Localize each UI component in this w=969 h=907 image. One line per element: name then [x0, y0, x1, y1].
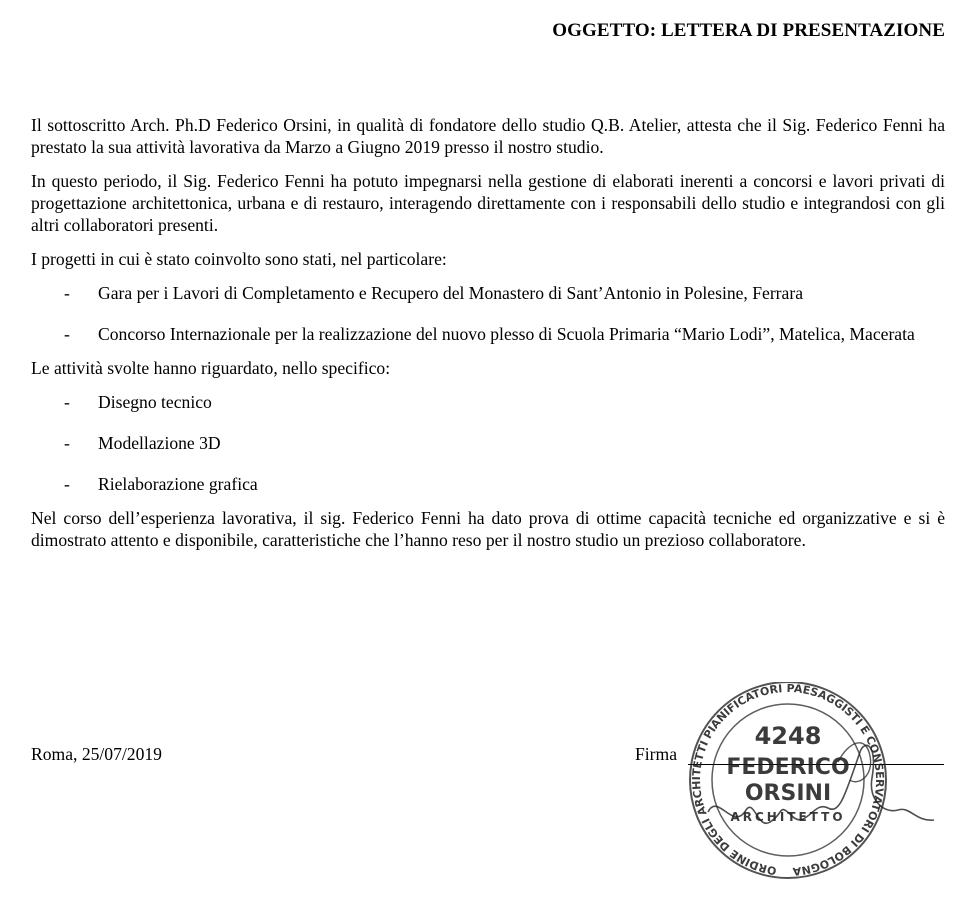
list-item [31, 391, 945, 413]
signature-label: Firma [635, 744, 678, 764]
activity-text: Rielaborazione grafica [98, 474, 258, 494]
list-item [31, 473, 945, 495]
list-item [31, 432, 945, 454]
list-item [31, 323, 945, 345]
stamp-number: 4248 [754, 722, 822, 750]
stamp-title: ARCHITETTO [730, 810, 846, 824]
activity-text: Modellazione 3D [98, 433, 221, 453]
letter-subject: OGGETTO: LETTERA DI PRESENTAZIONE [552, 20, 945, 41]
stamp-name-line2: ORSINI [744, 781, 832, 806]
project-text: Gara per i Lavori di Completamento e Recupero del Monastero di Sant’Antonio in Polesine, Ferrara [98, 283, 804, 303]
place-date: Roma, 25/07/2019 [31, 744, 162, 764]
stamp-ring-text: ORDINE DEGLI ARCHITETTI PIANIFICATORI PAESAGGISTI E CONSERVATORI DI BOLOGNA [689, 682, 887, 878]
project-text: Concorso Internazionale per la realizzazione del nuovo plesso di Scuola Primaria “Mario Lodi”, Matelica, Macerata [98, 324, 915, 344]
bullet-dash: - [64, 283, 70, 303]
bullet-dash: - [64, 324, 70, 344]
activity-text: Disegno tecnico [98, 392, 212, 412]
architect-stamp-icon [688, 682, 948, 882]
paragraph-activities-intro: Le attività svolte hanno riguardato, nello specifico: [31, 358, 391, 378]
paragraph-intro: Il sottoscritto Arch. Ph.D Federico Orsini, in qualità di fondatore dello studio Q.B. Atelier, attesta che il Sig. Federico Fenni ha prestato la sua attività lavorativa da Marzo a Giugno 2019 presso il nostro studio. [31, 115, 945, 157]
bullet-dash: - [64, 474, 70, 494]
list-item [31, 282, 945, 304]
paragraph-period: In questo periodo, il Sig. Federico Fenni ha potuto impegnarsi nella gestione di elaborati inerenti a concorsi e lavori privati di progettazione architettonica, urbana e di restauro, interagendo direttamente con i responsabili dello studio e integrandosi con gli altri collaboratori presenti. [31, 171, 945, 235]
bullet-dash: - [64, 433, 70, 453]
projects-list [31, 282, 945, 345]
activities-list [31, 391, 945, 495]
stamp-name-line1: FEDERICO [726, 755, 850, 780]
bullet-dash: - [64, 392, 70, 412]
paragraph-projects-intro: I progetti in cui è stato coinvolto sono stati, nel particolare: [31, 249, 447, 269]
paragraph-closing: Nel corso dell’esperienza lavorativa, il sig. Federico Fenni ha dato prova di ottime capacità tecniche ed organizzative e si è dimostrato attento e disponibile, caratteristiche che l’hanno reso per il nostro studio un prezioso collaboratore. [31, 508, 945, 550]
letter-body [31, 114, 945, 563]
